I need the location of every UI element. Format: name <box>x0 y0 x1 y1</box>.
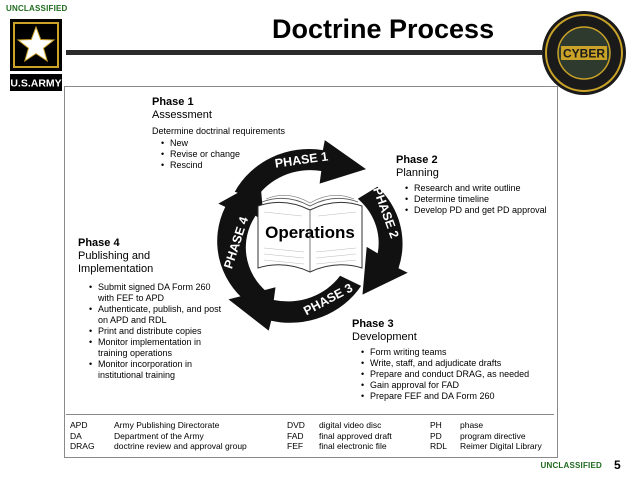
legend-meaning: doctrine review and approval group <box>114 441 247 451</box>
legend-meaning: Army Publishing Directorate <box>114 420 220 430</box>
phase-2-subtitle: Planning <box>396 167 439 179</box>
seal-text: CYBER <box>562 46 606 61</box>
phase-1-title: Phase 1 <box>152 96 194 108</box>
phase-1-subtitle: Assessment <box>152 109 212 121</box>
legend-abbr: FAD <box>287 430 304 441</box>
list-item: • Authenticate, publish, and post on APD and RDL <box>86 304 226 326</box>
legend-row <box>287 420 392 431</box>
list-item: • Monitor implementation in training operations <box>86 337 226 359</box>
legend-row <box>430 431 542 442</box>
legend-abbr: FEF <box>287 441 304 451</box>
legend-column-2 <box>287 420 392 452</box>
legend-abbr: DVD <box>287 420 305 430</box>
phase-4-list <box>78 282 226 381</box>
phase-4-block <box>78 237 238 381</box>
legend-row <box>287 431 392 442</box>
list-item: • Print and distribute copies <box>86 326 226 337</box>
phase-3-arrow-label: PHASE 3 <box>301 280 356 319</box>
legend-meaning: Reimer Digital Library <box>460 441 542 451</box>
list-item: • Revise or change <box>158 149 352 160</box>
legend-row <box>430 420 542 431</box>
list-item: • Gain approval for FAD <box>358 380 552 391</box>
classification-marking-top: UNCLASSIFIED <box>6 4 68 13</box>
list-item: • Prepare FEF and DA Form 260 <box>358 391 552 402</box>
page-number: 5 <box>614 458 621 472</box>
center-label: Operations <box>265 223 355 242</box>
phase-1-list <box>152 138 352 171</box>
legend-row <box>70 441 247 452</box>
phase-2-arrow-label: PHASE 2 <box>370 185 402 241</box>
phase-1-block <box>152 96 352 171</box>
legend-abbr: DRAG <box>70 441 95 451</box>
phase-2-list <box>396 183 566 216</box>
legend-abbr: PD <box>430 430 442 441</box>
slide-title: Doctrine Process <box>272 14 495 44</box>
list-item: • New <box>158 138 352 149</box>
phase-1-lead: Determine doctrinal requirements <box>152 126 286 136</box>
legend-row <box>70 420 247 431</box>
list-item: • Research and write outline <box>402 183 566 194</box>
legend-meaning: final electronic file <box>319 441 387 451</box>
phase-2-title: Phase 2 <box>396 154 438 166</box>
acronym-legend <box>66 414 554 451</box>
legend-row <box>287 441 392 452</box>
list-item: • Submit signed DA Form 260 with FEF to APD <box>86 282 226 304</box>
phase-4-title: Phase 4 <box>78 237 120 249</box>
legend-abbr: PH <box>430 420 442 430</box>
phase-3-title: Phase 3 <box>352 318 394 330</box>
legend-column-3 <box>430 420 542 452</box>
phase-3-block <box>352 318 552 402</box>
list-item: • Rescind <box>158 160 352 171</box>
legend-meaning: digital video disc <box>319 420 382 430</box>
legend-meaning: Department of the Army <box>114 430 204 441</box>
phase-3-list <box>352 347 552 402</box>
phase-2-block <box>396 154 566 216</box>
legend-meaning: final approved draft <box>319 430 392 441</box>
legend-abbr: APD <box>70 420 88 430</box>
legend-abbr: RDL <box>430 441 448 451</box>
legend-column-1 <box>70 420 247 452</box>
list-item: • Monitor incorporation in institutional training <box>86 359 226 381</box>
list-item: • Form writing teams <box>358 347 552 358</box>
phase-4-subtitle: Publishing and Implementation <box>78 250 154 275</box>
list-item: • Develop PD and get PD approval <box>402 205 566 216</box>
legend-row <box>430 441 542 452</box>
classification-marking-bottom: UNCLASSIFIED <box>540 461 602 470</box>
legend-row <box>70 431 247 442</box>
legend-abbr: DA <box>70 430 82 441</box>
phase-1-arrow-label: PHASE 1 <box>273 149 329 171</box>
list-item: • Write, staff, and adjudicate drafts <box>358 358 552 369</box>
phase-3-subtitle: Development <box>352 331 417 343</box>
phase-4-arrow-label: PHASE 4 <box>221 215 252 271</box>
legend-meaning: phase <box>460 420 484 430</box>
army-logo-text: U.S.ARMY <box>10 77 62 90</box>
legend-meaning: program directive <box>460 430 526 441</box>
list-item: • Prepare and conduct DRAG, as needed <box>358 369 552 380</box>
list-item: • Determine timeline <box>402 194 566 205</box>
